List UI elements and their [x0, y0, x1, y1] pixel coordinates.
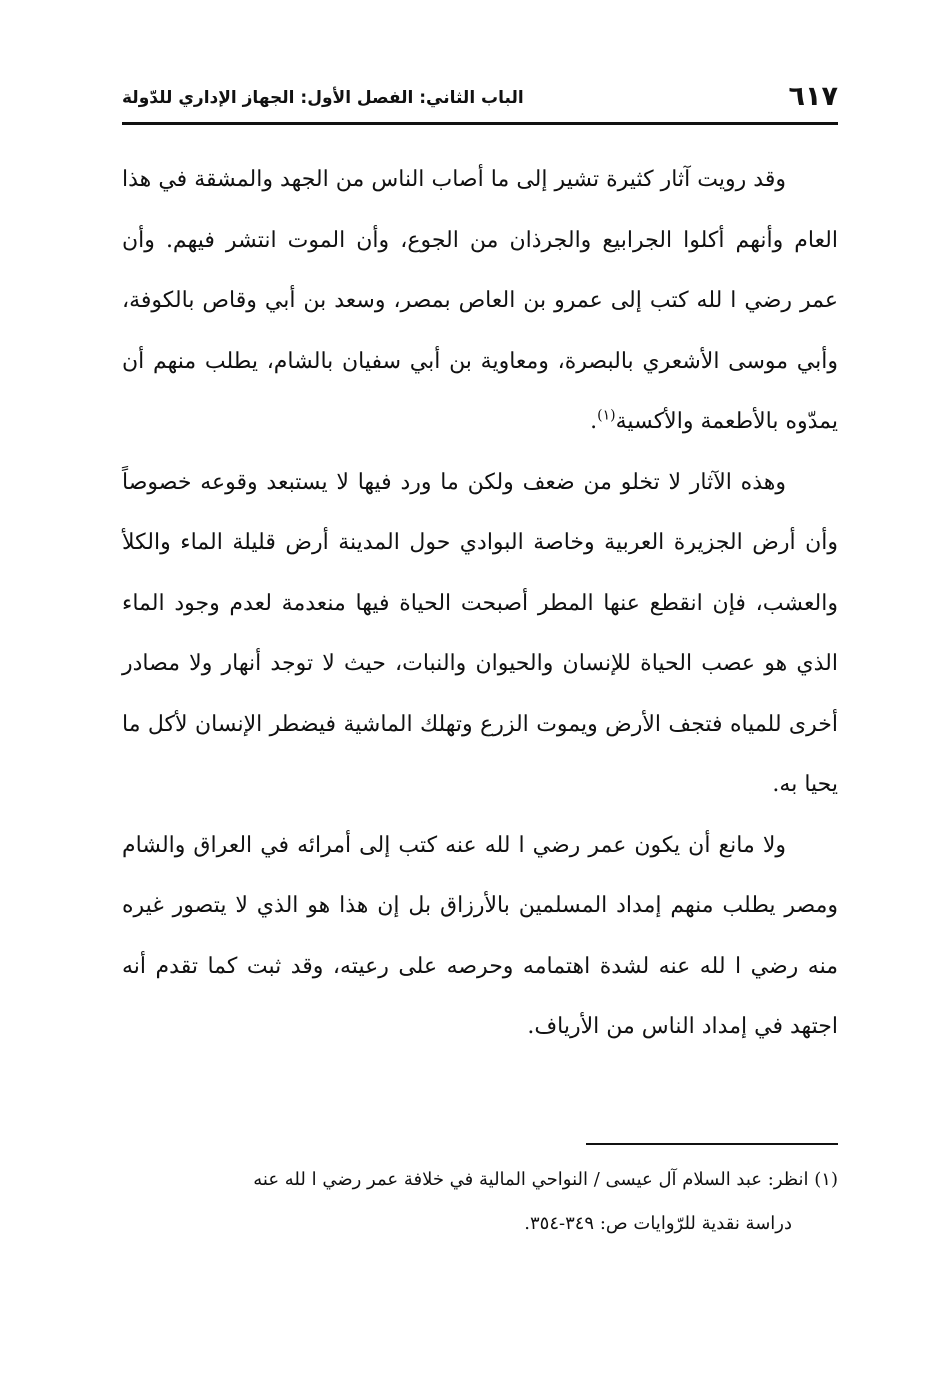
page-header	[122, 78, 838, 118]
footnote-separator	[586, 1143, 838, 1145]
footnote	[122, 1158, 838, 1246]
footnote-continuation: دراسة نقدية للرّوايات ص: ٣٤٩-٣٥٤.	[524, 1213, 792, 1234]
paragraph-text: ولا مانع أن يكون عمر رضي ا لله عنه كتب إلى أمرائه في العراق والشام ومصر يطلب منهم إمداد المسلمين بالأرزاق بل إن هذا هو الذي لا يتصور غيره منه رضي ا لله عنه لشدة اهتمامه وحرصه على رعيته، وقد ثبت كما تقدم أنه اجتهد في إمداد الناس من الأرياف.	[122, 832, 838, 1039]
body-text	[122, 150, 838, 1058]
paragraph	[122, 816, 838, 1058]
page-number: ٦١٧	[788, 81, 838, 112]
paragraph-text: وقد رويت آثار كثيرة تشير إلى ما أصاب الناس من الجهد والمشقة في هذا العام وأنهم أكلوا الجرابيع والجرذان من الجوع، وأن الموت انتشر فيهم. وأن عمر رضي ا لله كتب إلى عمرو بن العاص بمصر، وسعد بن أبي وقاص بالكوفة، وأبي موسى الأشعري بالبصرة، ومعاوية بن أبي سفيان بالشام، يطلب منهم أن يمدّوه بالأطعمة والأكسية	[122, 167, 838, 434]
footnote-number: (١)	[814, 1169, 838, 1190]
footnote-text: انظر: عبد السلام آل عيسى / النواحي المالية في خلافة عمر رضي ا لله عنه	[253, 1169, 809, 1190]
header-rule	[122, 122, 838, 125]
paragraph-tail: .	[590, 409, 598, 434]
running-title: الباب الثاني: الفصل الأول: الجهاز الإداري للدّولة	[122, 88, 524, 108]
footnote-reference[interactable]: (١)	[597, 407, 616, 424]
paragraph	[122, 453, 838, 816]
footnotes	[122, 1158, 838, 1246]
paragraph-text: وهذه الآثار لا تخلو من ضعف ولكن ما ورد فيها لا يستبعد وقوعه خصوصاً وأن أرض الجزيرة العربية وخاصة البوادي حول المدينة أرض قليلة الماء والكلأ والعشب، فإن انقطع عنها المطر أصبحت الحياة فيها منعدمة لعدم وجود الماء الذي هو عصب الحياة للإنسان والحيوان والنبات، حيث لا توجد أنهار ولا مصادر أخرى للمياه فتجف الأرض ويموت الزرع وتهلك الماشية فيضطر الإنسان لأكل ما يحيا به.	[122, 469, 838, 797]
paragraph	[122, 150, 838, 453]
